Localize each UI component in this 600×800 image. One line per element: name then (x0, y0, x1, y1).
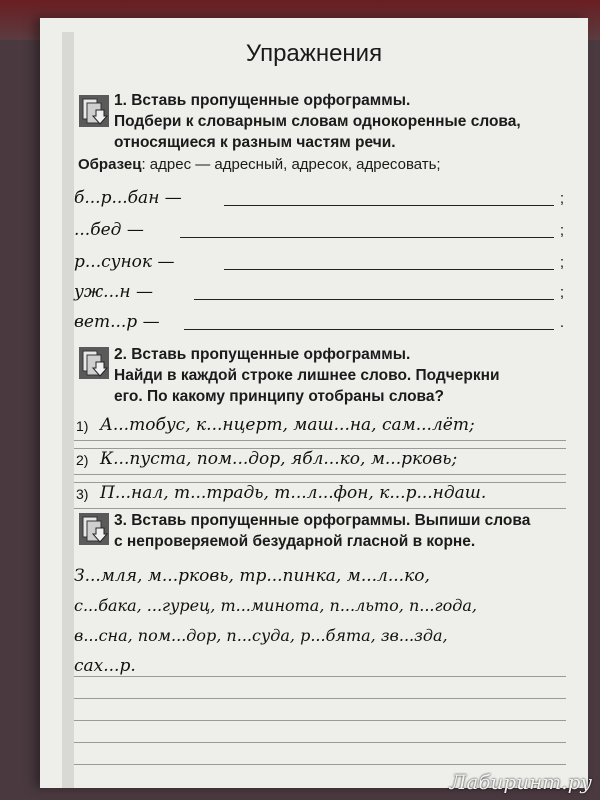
exercise-3-line: 3. Вставь пропущенные орфограммы. Выпиши слова (114, 512, 531, 529)
dictionary-word: уж...н — (74, 282, 153, 302)
exercise-1-line: 1. Вставь пропущенные орфограммы. (114, 92, 411, 109)
row-punctuation: ; (559, 222, 564, 239)
exercise-1-line: Подбери к словарным словам однокоренные слова, (114, 113, 521, 130)
exercise-1-line: относящиеся к разным частям речи. (114, 134, 396, 151)
answer-line[interactable] (184, 329, 554, 330)
exercise-1-row[interactable] (74, 308, 564, 334)
answer-line[interactable] (224, 269, 554, 270)
row-number: 2) (76, 452, 89, 468)
row-punctuation: ; (559, 190, 564, 207)
ruled-line (74, 698, 566, 699)
exercise-2-line: Найди в каждой строке лишнее слово. Подчеркни (114, 367, 500, 384)
write-task-icon (78, 94, 110, 128)
ruled-line (74, 440, 566, 441)
row-number: 1) (76, 418, 89, 434)
row-punctuation: . (559, 314, 564, 331)
exercise-2-row[interactable] (74, 410, 566, 440)
answer-line[interactable] (194, 299, 554, 300)
ruled-line (74, 742, 566, 743)
answer-line[interactable] (224, 205, 554, 206)
word-row-text: А...тобус, к...нцерт, маш...на, сам...лёт; (100, 415, 475, 435)
exercise-1-sample (78, 156, 441, 173)
exercise-1-row[interactable] (74, 278, 564, 304)
ruled-line (74, 764, 566, 765)
exercise-2-instructions (114, 344, 500, 407)
watermark-logo: Лабиринт.ру (449, 770, 592, 794)
word-row-text: К...пуста, пом...дор, ябл...ко, м...рковь; (100, 449, 458, 469)
exercise-2-row[interactable] (74, 444, 566, 474)
ruled-line (74, 474, 566, 475)
exercise-3-words: сах...р. (74, 656, 136, 676)
page-title: Упражнения (245, 40, 383, 67)
dictionary-word: ...бед — (74, 220, 144, 240)
exercise-2-row[interactable] (74, 478, 566, 508)
row-number: 3) (76, 486, 89, 502)
sample-text: : адрес — адресный, адресок, адресовать; (141, 156, 441, 173)
exercise-1-row[interactable] (74, 184, 564, 210)
exercise-3-words: З...мля, м...рковь, тр...пинка, м...л...ко, (74, 566, 430, 586)
word-row-text: П...нал, т...традь, т...л...фон, к...р...ндаш. (100, 483, 487, 503)
exercise-2-line: 2. Вставь пропущенные орфограммы. (114, 346, 411, 363)
exercise-1-instructions (114, 90, 521, 153)
dictionary-word: р...сунок — (74, 252, 175, 272)
exercise-3-instructions (114, 510, 530, 552)
exercise-1-row[interactable] (74, 248, 564, 274)
sample-label: Образец (78, 156, 142, 173)
dictionary-word: б...р...бан — (74, 188, 182, 208)
ruled-line (74, 720, 566, 721)
write-task-icon (78, 512, 110, 546)
row-punctuation: ; (559, 284, 564, 301)
workbook-page (40, 18, 588, 788)
row-punctuation: ; (559, 254, 564, 271)
write-task-icon (78, 346, 110, 380)
exercise-2-line: его. По какому принципу отобраны слова? (114, 388, 444, 405)
answer-line[interactable] (180, 237, 554, 238)
page-binding-strip (62, 32, 74, 788)
exercise-3-line: с непроверяемой безударной гласной в корне. (114, 533, 476, 550)
exercise-3-words: в...сна, пом...дор, п...суда, р...бята, зв...зда, (74, 626, 448, 645)
ruled-line (74, 676, 566, 677)
exercise-1-row[interactable] (74, 216, 564, 242)
ruled-line (74, 508, 566, 509)
exercise-3-words: с...бака, ...гурец, т...минота, п...льто, п...года, (74, 596, 477, 615)
dictionary-word: вет...р — (74, 312, 160, 332)
